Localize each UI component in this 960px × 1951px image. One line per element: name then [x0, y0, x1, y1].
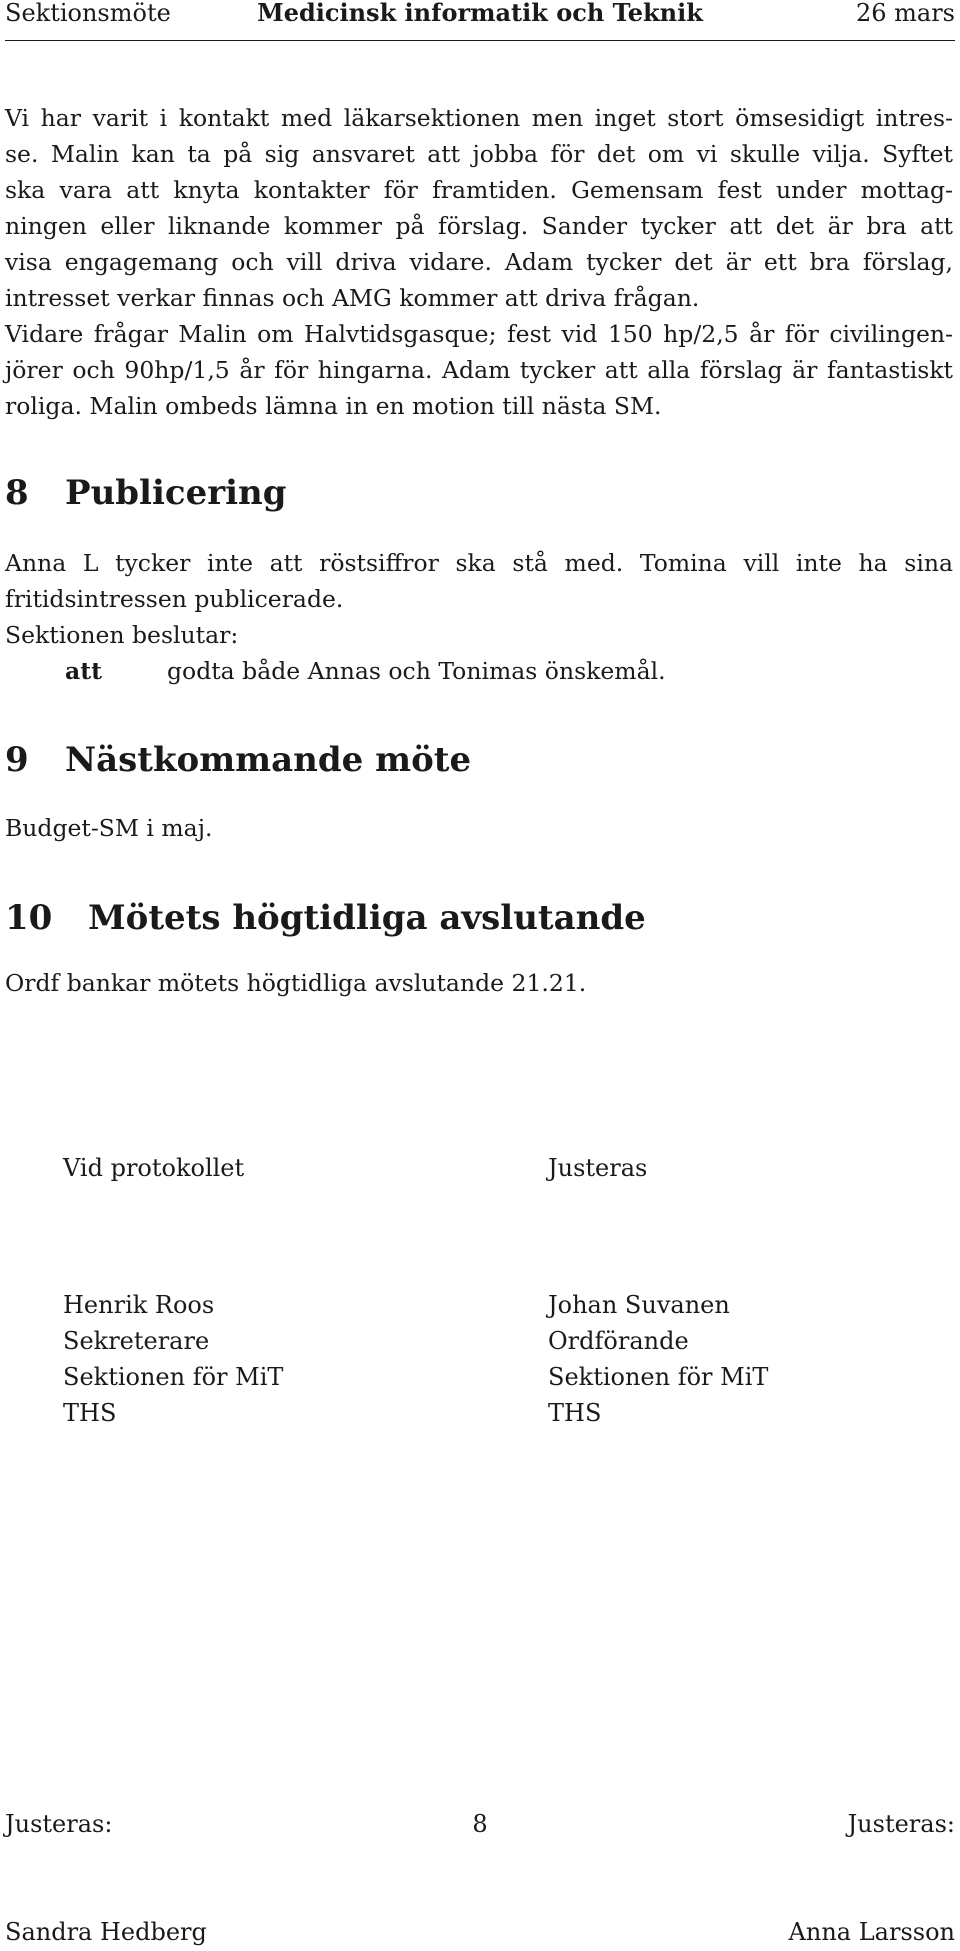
text-line: visa engagemang och vill driva vidare. Adam tycker det är ett bra förslag,	[5, 248, 953, 276]
signer-name: Henrik Roos	[63, 1291, 215, 1319]
text-line: Vidare frågar Malin om Halvtidsgasque; fest vid 150 hp/2,5 år för civilingen-	[5, 320, 953, 348]
text-line: Sektionen beslutar:	[5, 621, 239, 649]
section-10-body: Ordf bankar mötets högtidliga avslutande 21.21.	[5, 969, 587, 997]
section-title: Publicering	[65, 473, 287, 513]
section-8-heading	[5, 473, 287, 513]
signature-right-block	[548, 1287, 768, 1431]
section-title: Nästkommande möte	[65, 740, 472, 780]
section-9-heading	[5, 740, 471, 780]
intro-paragraph	[5, 100, 953, 424]
header-date: 26 mars	[855, 0, 955, 27]
signature-left-heading: Vid protokollet	[63, 1154, 245, 1182]
section-number: 8	[5, 473, 29, 513]
footer-right-label: Justeras:	[847, 1810, 955, 1838]
decision-keyword: att	[65, 657, 102, 685]
signer-role: Ordförande	[548, 1327, 689, 1355]
page-header	[5, 0, 955, 41]
text-line: Anna L tycker inte att röstsiffror ska stå med. Tomina vill inte ha sina	[5, 549, 953, 577]
footer-right-name: Anna Larsson	[788, 1918, 955, 1946]
decision-line	[5, 653, 953, 689]
section-number: 10	[5, 898, 53, 938]
signer-union: THS	[63, 1399, 117, 1427]
header-left: Sektionsmöte	[5, 0, 171, 27]
header-title: Medicinsk informatik och Teknik	[257, 0, 703, 27]
text-line: ska vara att knyta kontakter för framtiden. Gemensam fest under mottag-	[5, 176, 953, 204]
signature-left-block	[63, 1287, 283, 1431]
text-line: intresset verkar finnas och AMG kommer att driva frågan.	[5, 284, 700, 312]
text-line: ningen eller liknande kommer på förslag. Sander tycker att det är bra att	[5, 212, 953, 240]
text-line: se. Malin kan ta på sig ansvaret att jobba för det om vi skulle vilja. Syftet	[5, 140, 953, 168]
text-line: fritidsintressen publicerade.	[5, 585, 344, 613]
footer-left-name: Sandra Hedberg	[5, 1918, 207, 1946]
decision-text: godta både Annas och Tonimas önskemål.	[167, 657, 666, 685]
signer-role: Sekreterare	[63, 1327, 210, 1355]
signature-right-heading: Justeras	[548, 1154, 648, 1182]
signer-name: Johan Suvanen	[548, 1291, 730, 1319]
section-8-body	[5, 545, 953, 689]
text-line: jörer och 90hp/1,5 år för hingarna. Adam tycker att alla förslag är fantastiskt	[5, 356, 953, 384]
section-number: 9	[5, 740, 29, 780]
signer-org: Sektionen för MiT	[63, 1363, 284, 1391]
footer-left-label: Justeras:	[5, 1810, 113, 1838]
section-9-body: Budget-SM i maj.	[5, 814, 213, 842]
text-line: roliga. Malin ombeds lämna in en motion till nästa SM.	[5, 392, 662, 420]
section-title: Mötets högtidliga avslutande	[88, 898, 646, 938]
section-10-heading	[5, 898, 646, 938]
text-line: Vi har varit i kontakt med läkarsektionen men inget stort ömsesidigt intres-	[5, 104, 953, 132]
signer-union: THS	[548, 1399, 602, 1427]
page-number: 8	[472, 1810, 488, 1838]
signer-org: Sektionen för MiT	[548, 1363, 769, 1391]
